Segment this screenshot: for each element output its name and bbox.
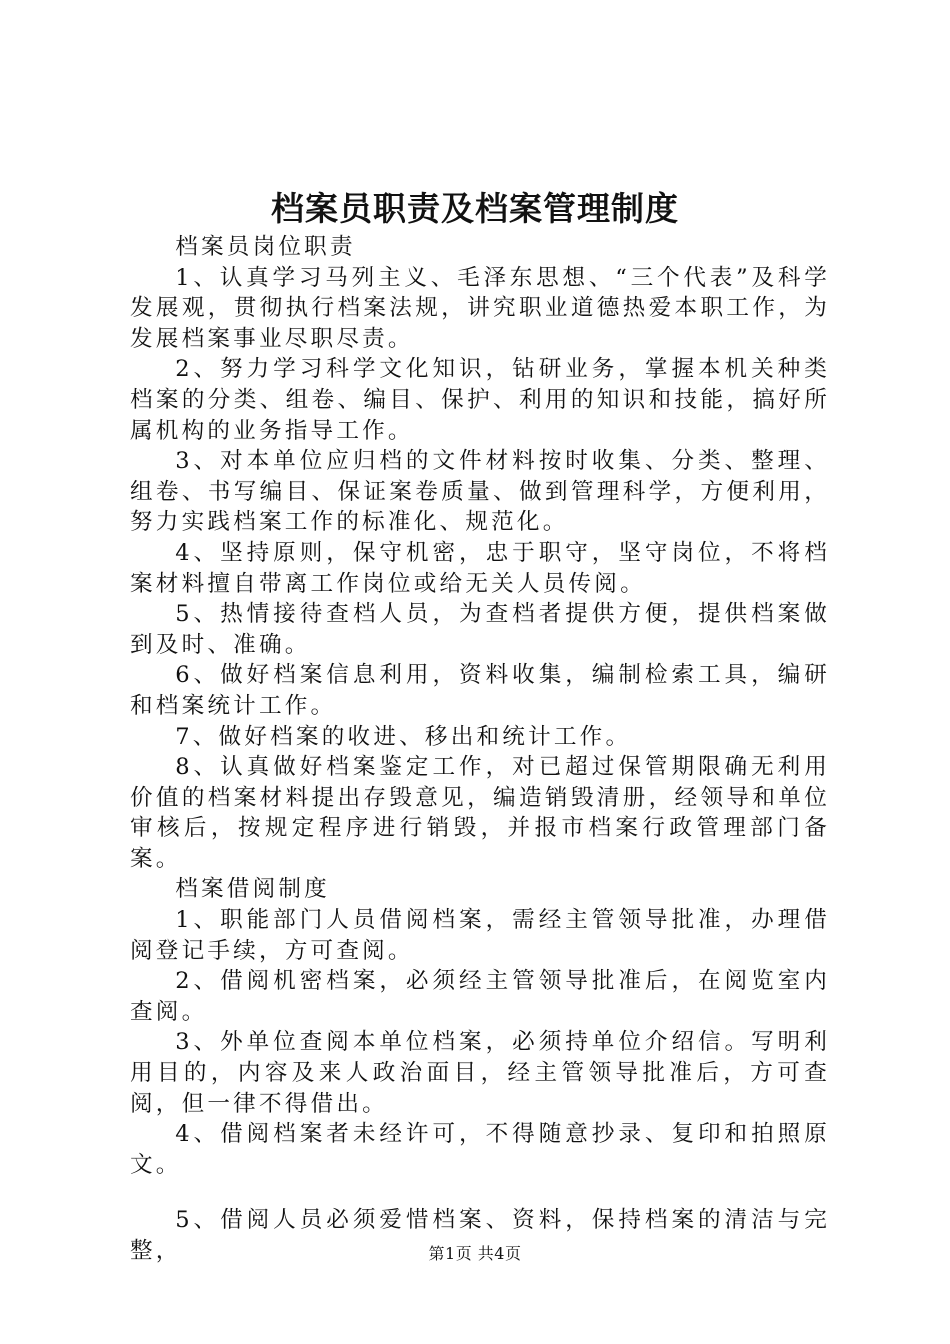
paragraph-borrow-2: 2、借阅机密档案，必须经主管领导批准后，在阅览室内查阅。 bbox=[130, 968, 830, 1025]
paragraph-borrow-1: 1、职能部门人员借阅档案，需经主管领导批准，办理借阅登记手续，方可查阅。 bbox=[130, 907, 830, 964]
paragraph-duty-4: 4、坚持原则，保守机密，忠于职守，坚守岗位，不将档案材料擅自带离工作岗位或给无关人员传阅。 bbox=[130, 539, 830, 597]
page-footer: 第1页 共4页 bbox=[428, 1244, 522, 1263]
paragraph-duty-6: 6、做好档案信息利用，资料收集，编制检索工具，编研和档案统计工作。 bbox=[130, 662, 830, 719]
paragraph-duty-7: 7、做好档案的收进、移出和统计工作。 bbox=[175, 723, 632, 750]
document-title: 档案员职责及档案管理制度 bbox=[271, 189, 679, 228]
paragraph-duty-3: 3、对本单位应归档的文件材料按时收集、分类、整理、组卷、书写编目、保证案卷质量、做到管理科学，方便利用，努力实践档案工作的标准化、规范化。 bbox=[130, 448, 830, 536]
paragraph-borrow-5: 5、借阅人员必须爱惜档案、资料，保持档案的清洁与完整， bbox=[130, 1207, 830, 1264]
paragraph-duty-8: 8、认真做好档案鉴定工作，对已超过保管期限确无利用价值的档案材料提出存毁意见，编造销毁清册，经领导和单位审核后，按规定程序进行销毁，并报市档案行政管理部门备案。 bbox=[130, 754, 830, 872]
document-body bbox=[130, 232, 830, 1267]
paragraph-borrow-4: 4、借阅档案者未经许可，不得随意抄录、复印和拍照原文。 bbox=[130, 1121, 830, 1178]
section-heading-borrowing: 档案借阅制度 bbox=[175, 876, 330, 903]
paragraph-borrow-3: 3、外单位查阅本单位档案，必须持单位介绍信。写明利用目的，内容及来人政治面目，经主管领导批准后，方可查阅，但一律不得借出。 bbox=[130, 1029, 830, 1117]
paragraph-duty-1: 1、认真学习马列主义、毛泽东思想、“三个代表”及科学发展观，贯彻执行档案法规，讲究职业道德热爱本职工作，为发展档案事业尽职尽责。 bbox=[130, 264, 830, 352]
paragraph-duty-2: 2、努力学习科学文化知识，钻研业务，掌握本机关种类档案的分类、组卷、编目、保护、利用的知识和技能，搞好所属机构的业务指导工作。 bbox=[130, 356, 830, 444]
section-heading-duties: 档案员岗位职责 bbox=[175, 234, 356, 260]
paragraph-duty-5: 5、热情接待查档人员，为查档者提供方便，提供档案做到及时、准确。 bbox=[130, 601, 830, 658]
